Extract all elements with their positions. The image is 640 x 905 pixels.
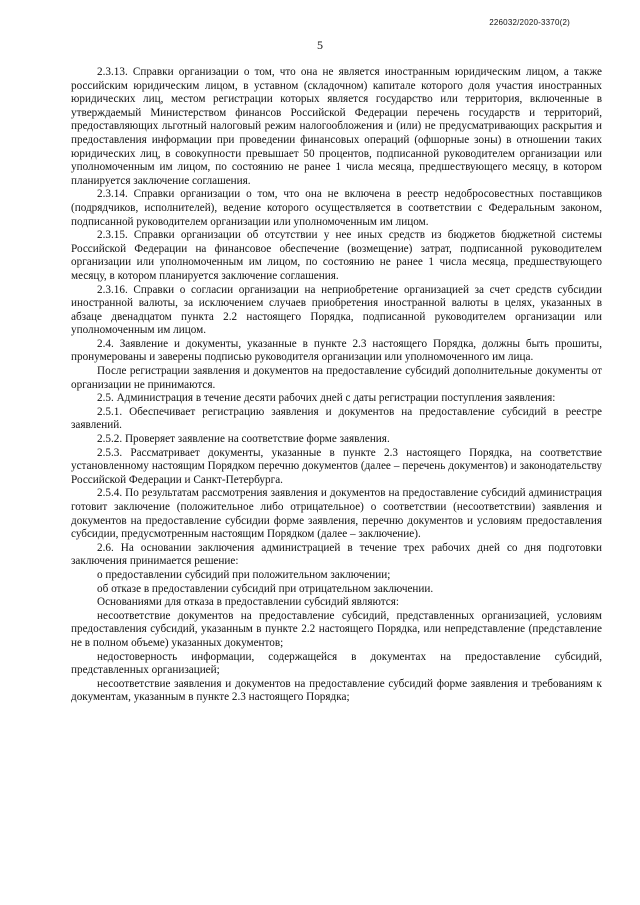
paragraph-2-6: 2.6. На основании заключения администрацией в течение трех рабочих дней со дня подготовки заключения принимается решение: [71,541,602,568]
paragraph-2-3-16: 2.3.16. Справки о согласии организации на неприобретение организацией за счет средств субсидии иностранной валюты, за исключением случаев приобретения иностранной валюты в целях, указанных в абзаце двенадцатом пункта 2.2 настоящего Порядка, подписанной руководителем организации или уполномоченным им лицом. [71,283,602,337]
paragraph-2-3-15: 2.3.15. Справки организации об отсутствии у нее иных средств из бюджетов бюджетной системы Российской Федерации на финансовое обеспечение (возмещение) затрат, подписанной руководителем организации или уполномоченным им лицом, по состоянию не ранее 1 числа месяца, предшествующего месяцу, в котором планируется заключение соглашения. [71,229,602,282]
refusal-ground-3: несоответствие заявления и документов на предоставление субсидий форме заявления и требованиям к документам, указанным в пункте 2.3 настоящего Порядка; [71,677,602,704]
paragraph-2-5: 2.5. Администрация в течение десяти рабочих дней с даты регистрации поступления заявления: [97,392,556,405]
refusal-grounds-heading: Основаниями для отказа в предоставлении субсидий являются: [97,596,399,609]
refusal-ground-2: недостоверность информации, содержащейся в документах на предоставление субсидий, представленных организацией; [71,650,602,677]
decision-positive: о предоставлении субсидий при положительном заключении; [97,568,391,581]
paragraph-after-registration: После регистрации заявления и документов на предоставление субсидий дополнительные документы от организации не принимаются. [71,365,602,391]
refusal-ground-1: несоответствие документов на предоставление субсидий, представленных организацией, условиям предоставления субсидий, указанным в пункте 2.2 настоящего Порядка, или непредставление (представление не в полном объеме) указанных документов; [71,609,602,649]
paragraph-2-5-4: 2.5.4. По результатам рассмотрения заявления и документов на предоставление субсидий администрация готовит заключение (положительное либо отрицательное) о соответствии (несоответствии) заявления и документов на предоставление субсидии форме заявления, перечню документов и условиям предоставления субсидии, предусмотренным настоящим Порядком (далее – заключение). [71,487,602,541]
paragraph-2-3-13: 2.3.13. Справки организации о том, что она не является иностранным юридическим лицом, а также российским юридическим лицом, в уставном (складочном) капитале которого доля участия иностранных юридических лиц, местом регистрации которых является государство или территория, включенные в утверждаемый Министерством финансов Российской Федерации перечень государств и территорий, предоставляющих льготный налоговый режим налогообложения и (или) не предусматривающих раскрытия и предоставления информации при проведении финансовых операций (офшорные зоны) в отношении таких юридических лиц, в совокупности превышает 50 процентов, подписанной руководителем организации или уполномоченным им лицом, по состоянию не ранее 1 числа месяца, предшествующего месяцу, в котором планируется заключение соглашения. [71,66,602,187]
page-number: 5 [317,38,323,52]
paragraph-2-5-2: 2.5.2. Проверяет заявление на соответствие форме заявления. [97,433,390,446]
paragraph-2-5-1: 2.5.1. Обеспечивает регистрацию заявления и документов на предоставление субсидий в реестре заявлений. [71,405,602,432]
decision-negative: об отказе в предоставлении субсидий при отрицательном заключении. [97,582,434,595]
document-id: 226032/2020-3370(2) [489,18,570,27]
paragraph-2-3-14: 2.3.14. Справки организации о том, что она не включена в реестр недобросовестных поставщиков (подрядчиков, исполнителей), ведение которого осуществляется в соответствии с Федеральным законом, подписанной руководителем организации или уполномоченным им лицом. [71,188,602,228]
paragraph-2-5-3: 2.5.3. Рассматривает документы, указанные в пункте 2.3 настоящего Порядка, на соответствие установленному настоящим Порядком перечню документов (далее – перечень документов) и законодательству Российской Федерации и Санкт-Петербурга. [71,446,602,486]
document-body [71,66,602,705]
paragraph-2-4: 2.4. Заявление и документы, указанные в пункте 2.3 настоящего Порядка, должны быть прошиты, пронумерованы и заверены подписью руководителя организации или уполномоченного им лица. [71,337,602,364]
